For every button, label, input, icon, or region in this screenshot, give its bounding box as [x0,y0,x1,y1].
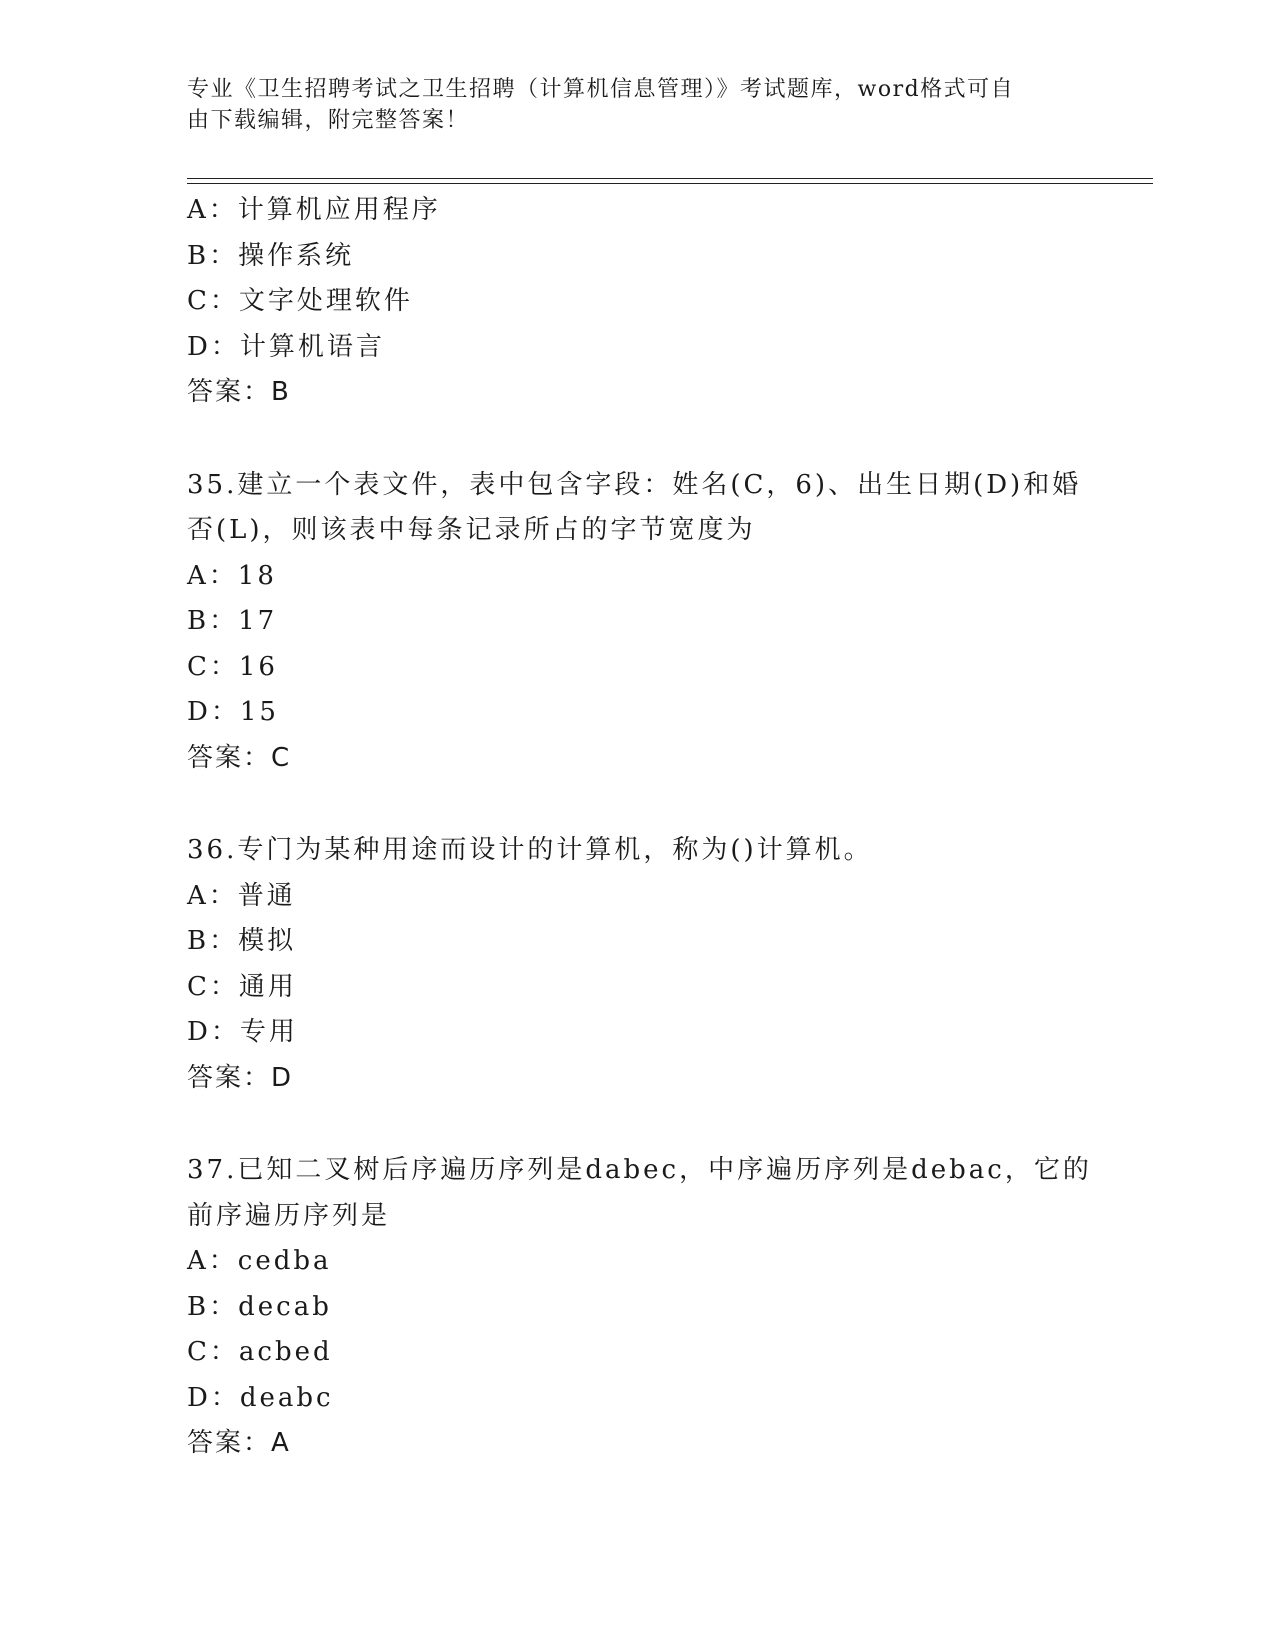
header-line-1: 专业《卫生招聘考试之卫生招聘（计算机信息管理）》考试题库，word格式可自 [187,77,1015,102]
option-d: D：deabc [187,1382,334,1413]
option-c: C：acbed [187,1337,333,1367]
question-block-34 [187,188,1087,416]
spacer [187,416,1087,463]
question-block-35 [187,463,1087,782]
question-text-line-1: 36.专门为某种用途而设计的计算机，称为()计算机。 [187,835,873,865]
question-block-37 [187,1148,1092,1467]
option-d: D：计算机语言 [187,331,385,362]
answer-line: 答案：D [187,1062,294,1093]
question-text-line-1: 37.已知二叉树后序遍历序列是dabec，中序遍历序列是debac，它的 [187,1155,1092,1185]
option-a: A：普通 [187,880,296,911]
question-text-line-1: 35.建立一个表文件，表中包含字段：姓名(C，6)、出生日期(D)和婚 [187,469,1082,500]
option-b: B：操作系统 [187,240,355,271]
spacer [187,781,1087,828]
header-divider-top [187,178,1153,179]
option-b: B：模拟 [187,926,297,956]
answer-line: 答案：C [187,742,292,773]
question-list [187,188,1092,1467]
option-a: A：cedba [187,1246,332,1276]
spacer [187,1101,1087,1148]
header-divider-bottom [187,183,1153,184]
header-line-2: 由下载编辑，附完整答案！ [187,108,470,133]
question-text-line-2: 否(L)，则该表中每条记录所占的字节宽度为 [187,515,756,545]
option-b: B：decab [187,1291,332,1322]
option-d: D：15 [187,697,279,727]
option-c: C：通用 [187,971,297,1002]
option-a: A：计算机应用程序 [187,195,441,225]
question-text-line-2: 前序遍历序列是 [187,1200,391,1231]
option-a: A：18 [187,560,277,591]
question-block-36 [187,828,1087,1101]
answer-line: 答案：B [187,377,291,407]
answer-line: 答案：A [187,1428,291,1458]
document-header [187,74,1067,136]
option-b: B：17 [187,606,278,636]
option-c: C：16 [187,651,278,682]
option-c: C：文字处理软件 [187,286,413,316]
option-d: D：专用 [187,1017,298,1047]
